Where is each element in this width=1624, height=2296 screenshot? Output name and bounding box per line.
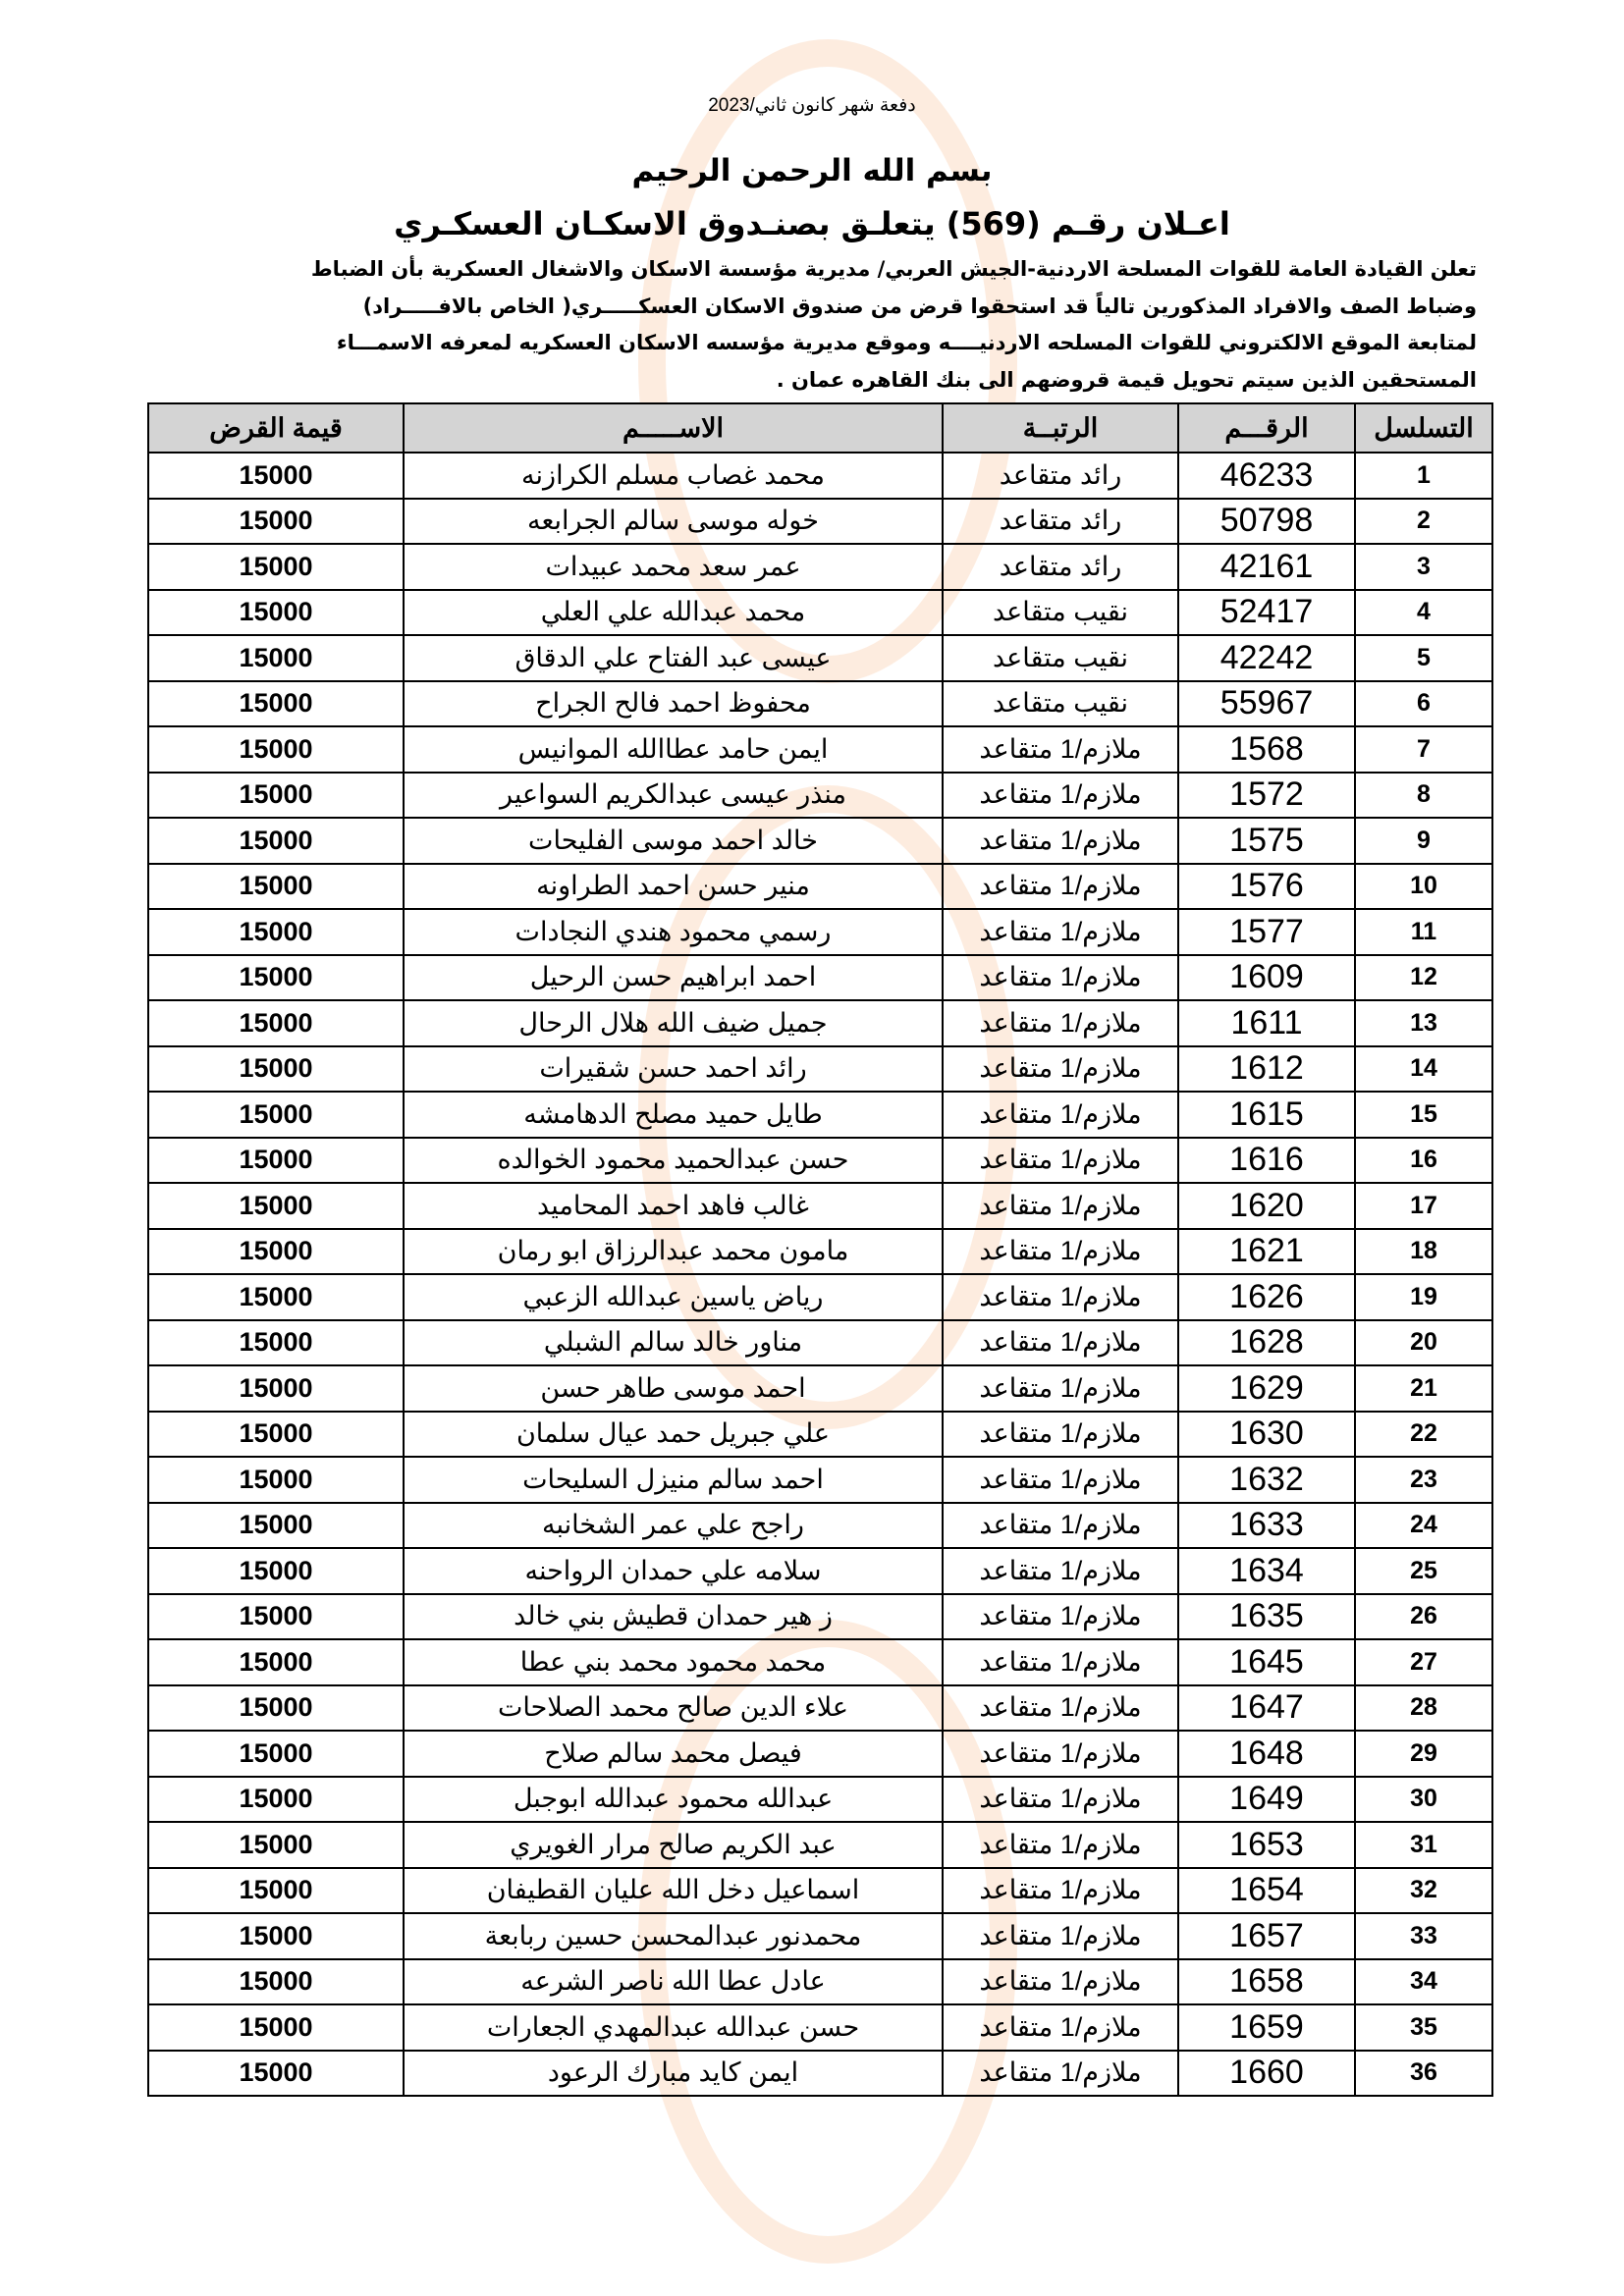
- loan-amount-cell: 15000: [148, 635, 404, 681]
- table-row: [148, 590, 1492, 636]
- rank-cell: ملازم/1 متقاعد: [943, 1822, 1178, 1868]
- loan-amount-cell: 15000: [148, 1046, 404, 1093]
- rank-cell: ملازم/1 متقاعد: [943, 1639, 1178, 1685]
- serial-cell: 30: [1355, 1777, 1492, 1823]
- rank-cell: ملازم/1 متقاعد: [943, 1092, 1178, 1138]
- military-number-cell: 1633: [1178, 1503, 1355, 1549]
- serial-cell: 21: [1355, 1365, 1492, 1412]
- military-number-cell: 1653: [1178, 1822, 1355, 1868]
- loan-amount-cell: 15000: [148, 1959, 404, 2005]
- table-row: [148, 1959, 1492, 2005]
- table-row: [148, 1274, 1492, 1320]
- serial-cell: 8: [1355, 773, 1492, 819]
- name-cell: حسن عبدالحميد محمود الخوالده: [404, 1138, 943, 1184]
- military-number-cell: 1660: [1178, 2051, 1355, 2097]
- military-number-cell: 1629: [1178, 1365, 1355, 1412]
- loan-amount-cell: 15000: [148, 1777, 404, 1823]
- table-row: [148, 818, 1492, 864]
- name-cell: عبد الكريم صالح مرار الغويري: [404, 1822, 943, 1868]
- name-cell: طايل حميد مصلح الدهامشه: [404, 1092, 943, 1138]
- military-number-cell: 1609: [1178, 955, 1355, 1001]
- table-row: [148, 2051, 1492, 2097]
- rank-cell: رائد متقاعد: [943, 544, 1178, 590]
- table-row: [148, 1777, 1492, 1823]
- loan-amount-cell: 15000: [148, 1548, 404, 1594]
- serial-cell: 9: [1355, 818, 1492, 864]
- name-cell: مامون محمد عبدالرزاق ابو رمان: [404, 1229, 943, 1275]
- name-cell: محمد غصاب مسلم الكرازنه: [404, 453, 943, 499]
- paragraph-line: وضباط الصف والافراد المذكورين تالياً قد استحقوا قرض من صندوق الاسكان العسكـــــري( الخاص بالافـــــراد): [362, 294, 1477, 318]
- name-cell: محفوظ احمد فالح الجراح: [404, 681, 943, 727]
- name-cell: ايمن حامد عطاالله الموانيس: [404, 726, 943, 773]
- military-number-cell: 1649: [1178, 1777, 1355, 1823]
- serial-cell: 26: [1355, 1594, 1492, 1640]
- table-row: [148, 681, 1492, 727]
- military-number-cell: 1657: [1178, 1913, 1355, 1959]
- rank-cell: ملازم/1 متقاعد: [943, 1685, 1178, 1732]
- loan-amount-cell: 15000: [148, 1320, 404, 1366]
- table-row: [148, 1046, 1492, 1093]
- rank-cell: ملازم/1 متقاعد: [943, 1731, 1178, 1777]
- name-cell: محمد عبدالله علي العلي: [404, 590, 943, 636]
- rank-cell: ملازم/1 متقاعد: [943, 1000, 1178, 1046]
- table-row: [148, 1913, 1492, 1959]
- announcement-paragraph: [141, 251, 1477, 399]
- rank-cell: ملازم/1 متقاعد: [943, 1548, 1178, 1594]
- serial-cell: 34: [1355, 1959, 1492, 2005]
- rank-cell: ملازم/1 متقاعد: [943, 726, 1178, 773]
- serial-cell: 32: [1355, 1868, 1492, 1914]
- name-cell: جميل ضيف الله هلال الرحال: [404, 1000, 943, 1046]
- serial-cell: 13: [1355, 1000, 1492, 1046]
- loan-amount-cell: 15000: [148, 544, 404, 590]
- table-row: [148, 955, 1492, 1001]
- military-number-cell: 1626: [1178, 1274, 1355, 1320]
- military-number-cell: 1616: [1178, 1138, 1355, 1184]
- name-cell: خالد احمد موسى الفليحات: [404, 818, 943, 864]
- table-row: [148, 1183, 1492, 1229]
- serial-cell: 25: [1355, 1548, 1492, 1594]
- name-cell: احمد موسى طاهر حسن: [404, 1365, 943, 1412]
- table-row: [148, 773, 1492, 819]
- loan-amount-cell: 15000: [148, 1913, 404, 1959]
- paragraph-line: تعلن القيادة العامة للقوات المسلحة الاردنية-الجيش العربي/ مديرية مؤسسة الاسكان والاشغال العسكرية بأن الضباط: [310, 257, 1477, 281]
- military-number-cell: 1615: [1178, 1092, 1355, 1138]
- serial-cell: 1: [1355, 453, 1492, 499]
- military-number-cell: 1659: [1178, 2004, 1355, 2051]
- rank-cell: ملازم/1 متقاعد: [943, 1229, 1178, 1275]
- name-cell: عمر سعد محمد عبيدات: [404, 544, 943, 590]
- serial-cell: 3: [1355, 544, 1492, 590]
- military-number-cell: 1612: [1178, 1046, 1355, 1093]
- military-number-cell: 1645: [1178, 1639, 1355, 1685]
- table-row: [148, 1320, 1492, 1366]
- loan-amount-cell: 15000: [148, 955, 404, 1001]
- table-row: [148, 1092, 1492, 1138]
- name-cell: عبدالله محمود عبدالله ابوجبل: [404, 1777, 943, 1823]
- name-cell: رائد احمد حسن شقيرات: [404, 1046, 943, 1093]
- rank-cell: ملازم/1 متقاعد: [943, 1457, 1178, 1503]
- loan-amount-cell: 15000: [148, 1594, 404, 1640]
- table-row: [148, 2004, 1492, 2051]
- name-cell: احمد ابراهيم حسن الرحيل: [404, 955, 943, 1001]
- rank-cell: ملازم/1 متقاعد: [943, 1274, 1178, 1320]
- rank-cell: ملازم/1 متقاعد: [943, 1412, 1178, 1458]
- rank-cell: ملازم/1 متقاعد: [943, 1503, 1178, 1549]
- loan-amount-cell: 15000: [148, 1229, 404, 1275]
- name-cell: حسن عبدالله عبدالمهدي الجعارات: [404, 2004, 943, 2051]
- name-cell: فيصل محمد سالم صلاح: [404, 1731, 943, 1777]
- military-number-cell: 1568: [1178, 726, 1355, 773]
- table-row: [148, 1868, 1492, 1914]
- loan-amount-cell: 15000: [148, 1138, 404, 1184]
- serial-cell: 18: [1355, 1229, 1492, 1275]
- loan-amount-cell: 15000: [148, 590, 404, 636]
- serial-cell: 12: [1355, 955, 1492, 1001]
- serial-cell: 31: [1355, 1822, 1492, 1868]
- loan-amount-cell: 15000: [148, 1457, 404, 1503]
- table-row: [148, 1731, 1492, 1777]
- loan-amount-cell: 15000: [148, 1503, 404, 1549]
- rank-cell: نقيب متقاعد: [943, 635, 1178, 681]
- name-cell: محمدنور عبدالمحسن حسين ربابعة: [404, 1913, 943, 1959]
- name-cell: رياض ياسين عبدالله الزعبي: [404, 1274, 943, 1320]
- loan-amount-cell: 15000: [148, 773, 404, 819]
- table-row: [148, 1685, 1492, 1732]
- loan-amount-cell: 15000: [148, 1274, 404, 1320]
- serial-cell: 22: [1355, 1412, 1492, 1458]
- military-number-cell: 1611: [1178, 1000, 1355, 1046]
- serial-cell: 6: [1355, 681, 1492, 727]
- loan-amount-cell: 15000: [148, 1183, 404, 1229]
- name-cell: منذر عيسى عبدالكريم السواعير: [404, 773, 943, 819]
- military-number-cell: 55967: [1178, 681, 1355, 727]
- rank-cell: ملازم/1 متقاعد: [943, 864, 1178, 910]
- table-row: [148, 1639, 1492, 1685]
- rank-cell: ملازم/1 متقاعد: [943, 909, 1178, 955]
- table-row: [148, 726, 1492, 773]
- loan-amount-cell: 15000: [148, 1639, 404, 1685]
- serial-cell: 19: [1355, 1274, 1492, 1320]
- military-number-cell: 1621: [1178, 1229, 1355, 1275]
- military-number-cell: 1632: [1178, 1457, 1355, 1503]
- loan-amount-cell: 15000: [148, 1092, 404, 1138]
- military-number-cell: 1630: [1178, 1412, 1355, 1458]
- rank-cell: رائد متقاعد: [943, 499, 1178, 545]
- rank-cell: ملازم/1 متقاعد: [943, 1868, 1178, 1914]
- serial-cell: 2: [1355, 499, 1492, 545]
- military-number-cell: 1635: [1178, 1594, 1355, 1640]
- loan-amount-cell: 15000: [148, 1000, 404, 1046]
- serial-cell: 23: [1355, 1457, 1492, 1503]
- rank-cell: ملازم/1 متقاعد: [943, 773, 1178, 819]
- table-row: [148, 1138, 1492, 1184]
- serial-cell: 29: [1355, 1731, 1492, 1777]
- paragraph-line: المستحقين الذين سيتم تحويل قيمة قروضهم الى بنك القاهره عمان .: [776, 367, 1477, 392]
- table-row: [148, 635, 1492, 681]
- military-number-cell: 1576: [1178, 864, 1355, 910]
- serial-cell: 7: [1355, 726, 1492, 773]
- table-row: [148, 864, 1492, 910]
- name-cell: راجح علي عمر الشخانبه: [404, 1503, 943, 1549]
- military-number-cell: 1628: [1178, 1320, 1355, 1366]
- serial-cell: 33: [1355, 1913, 1492, 1959]
- military-number-cell: 50798: [1178, 499, 1355, 545]
- column-header-name: الاســـــم: [404, 403, 943, 453]
- military-number-cell: 1575: [1178, 818, 1355, 864]
- serial-cell: 28: [1355, 1685, 1492, 1732]
- loan-amount-cell: 15000: [148, 1412, 404, 1458]
- loan-amount-cell: 15000: [148, 1868, 404, 1914]
- table-row: [148, 1822, 1492, 1868]
- military-number-cell: 52417: [1178, 590, 1355, 636]
- loan-amount-cell: 15000: [148, 2051, 404, 2097]
- column-header-number: الرقـــم: [1178, 403, 1355, 453]
- rank-cell: ملازم/1 متقاعد: [943, 1959, 1178, 2005]
- military-number-cell: 1658: [1178, 1959, 1355, 2005]
- serial-cell: 35: [1355, 2004, 1492, 2051]
- name-cell: علاء الدين صالح محمد الصلاحات: [404, 1685, 943, 1732]
- serial-cell: 27: [1355, 1639, 1492, 1685]
- column-header-loan-amount: قيمة القرض: [148, 403, 404, 453]
- name-cell: منير حسن احمد الطراونه: [404, 864, 943, 910]
- loan-amount-cell: 15000: [148, 681, 404, 727]
- name-cell: محمد محمود محمد بني عطا: [404, 1639, 943, 1685]
- military-number-cell: 1654: [1178, 1868, 1355, 1914]
- loan-amount-cell: 15000: [148, 1365, 404, 1412]
- rank-cell: ملازم/1 متقاعد: [943, 2004, 1178, 2051]
- rank-cell: ملازم/1 متقاعد: [943, 1777, 1178, 1823]
- rank-cell: ملازم/1 متقاعد: [943, 1913, 1178, 1959]
- loan-amount-cell: 15000: [148, 1685, 404, 1732]
- name-cell: غالب فاهد احمد المحاميد: [404, 1183, 943, 1229]
- rank-cell: ملازم/1 متقاعد: [943, 1594, 1178, 1640]
- name-cell: علي جبريل حمد عيال سلمان: [404, 1412, 943, 1458]
- loan-amount-cell: 15000: [148, 1822, 404, 1868]
- rank-cell: نقيب متقاعد: [943, 590, 1178, 636]
- name-cell: اسماعيل دخل الله عليان القطيفان: [404, 1868, 943, 1914]
- name-cell: سلامه علي حمدان الرواحنه: [404, 1548, 943, 1594]
- serial-cell: 14: [1355, 1046, 1492, 1093]
- batch-label: دفعة شهر كانون ثاني/2023: [708, 95, 916, 116]
- name-cell: ز هير حمدان قطيش بني خالد: [404, 1594, 943, 1640]
- table-header-row: [148, 403, 1492, 453]
- serial-cell: 4: [1355, 590, 1492, 636]
- serial-cell: 20: [1355, 1320, 1492, 1366]
- rank-cell: ملازم/1 متقاعد: [943, 1183, 1178, 1229]
- military-number-cell: 42161: [1178, 544, 1355, 590]
- table-row: [148, 1548, 1492, 1594]
- table-row: [148, 499, 1492, 545]
- table-row: [148, 1594, 1492, 1640]
- serial-cell: 16: [1355, 1138, 1492, 1184]
- table-row: [148, 453, 1492, 499]
- military-number-cell: 46233: [1178, 453, 1355, 499]
- table-row: [148, 1503, 1492, 1549]
- military-number-cell: 1577: [1178, 909, 1355, 955]
- loan-recipients-table: [147, 402, 1493, 2097]
- table-row: [148, 1365, 1492, 1412]
- serial-cell: 11: [1355, 909, 1492, 955]
- name-cell: رسمي محمود هندي النجادات: [404, 909, 943, 955]
- serial-cell: 17: [1355, 1183, 1492, 1229]
- rank-cell: نقيب متقاعد: [943, 681, 1178, 727]
- serial-cell: 5: [1355, 635, 1492, 681]
- name-cell: احمد سالم منيزل السليحات: [404, 1457, 943, 1503]
- serial-cell: 36: [1355, 2051, 1492, 2097]
- loan-amount-cell: 15000: [148, 453, 404, 499]
- table-row: [148, 1457, 1492, 1503]
- paragraph-line: لمتابعة الموقع الالكتروني للقوات المسلحه الاردنيــــه وموقع مديرية مؤسسه الاسكان العسكريه لمعرفه الاسمـــاء: [336, 331, 1477, 354]
- military-number-cell: 1647: [1178, 1685, 1355, 1732]
- table-row: [148, 1000, 1492, 1046]
- rank-cell: ملازم/1 متقاعد: [943, 1046, 1178, 1093]
- rank-cell: ملازم/1 متقاعد: [943, 955, 1178, 1001]
- rank-cell: ملازم/1 متقاعد: [943, 1320, 1178, 1366]
- military-number-cell: 1572: [1178, 773, 1355, 819]
- serial-cell: 24: [1355, 1503, 1492, 1549]
- serial-cell: 15: [1355, 1092, 1492, 1138]
- rank-cell: ملازم/1 متقاعد: [943, 1138, 1178, 1184]
- loan-amount-cell: 15000: [148, 818, 404, 864]
- basmala-heading: بسم الله الرحمن الرحيم: [631, 153, 993, 188]
- military-number-cell: 1634: [1178, 1548, 1355, 1594]
- rank-cell: رائد متقاعد: [943, 453, 1178, 499]
- military-number-cell: 1648: [1178, 1731, 1355, 1777]
- loan-amount-cell: 15000: [148, 726, 404, 773]
- announcement-title: اعـلان رقـم (569) يتعلـق بصنـدوق الاسكـان العسكـري: [394, 205, 1230, 242]
- rank-cell: ملازم/1 متقاعد: [943, 2051, 1178, 2097]
- loan-amount-cell: 15000: [148, 1731, 404, 1777]
- loan-amount-cell: 15000: [148, 864, 404, 910]
- table-row: [148, 909, 1492, 955]
- military-number-cell: 42242: [1178, 635, 1355, 681]
- serial-cell: 10: [1355, 864, 1492, 910]
- rank-cell: ملازم/1 متقاعد: [943, 818, 1178, 864]
- name-cell: عادل عطا الله ناصر الشرعه: [404, 1959, 943, 2005]
- column-header-rank: الرتبــة: [943, 403, 1178, 453]
- table-row: [148, 1229, 1492, 1275]
- name-cell: ايمن كايد مبارك الرعود: [404, 2051, 943, 2097]
- name-cell: مناور خالد سالم الشبلي: [404, 1320, 943, 1366]
- loan-amount-cell: 15000: [148, 909, 404, 955]
- loan-amount-cell: 15000: [148, 499, 404, 545]
- military-number-cell: 1620: [1178, 1183, 1355, 1229]
- loan-amount-cell: 15000: [148, 2004, 404, 2051]
- table-row: [148, 1412, 1492, 1458]
- rank-cell: ملازم/1 متقاعد: [943, 1365, 1178, 1412]
- table-row: [148, 544, 1492, 590]
- column-header-serial: التسلسل: [1355, 403, 1492, 453]
- name-cell: خوله موسى سالم الجرابعه: [404, 499, 943, 545]
- name-cell: عيسى عبد الفتاح علي الدقاق: [404, 635, 943, 681]
